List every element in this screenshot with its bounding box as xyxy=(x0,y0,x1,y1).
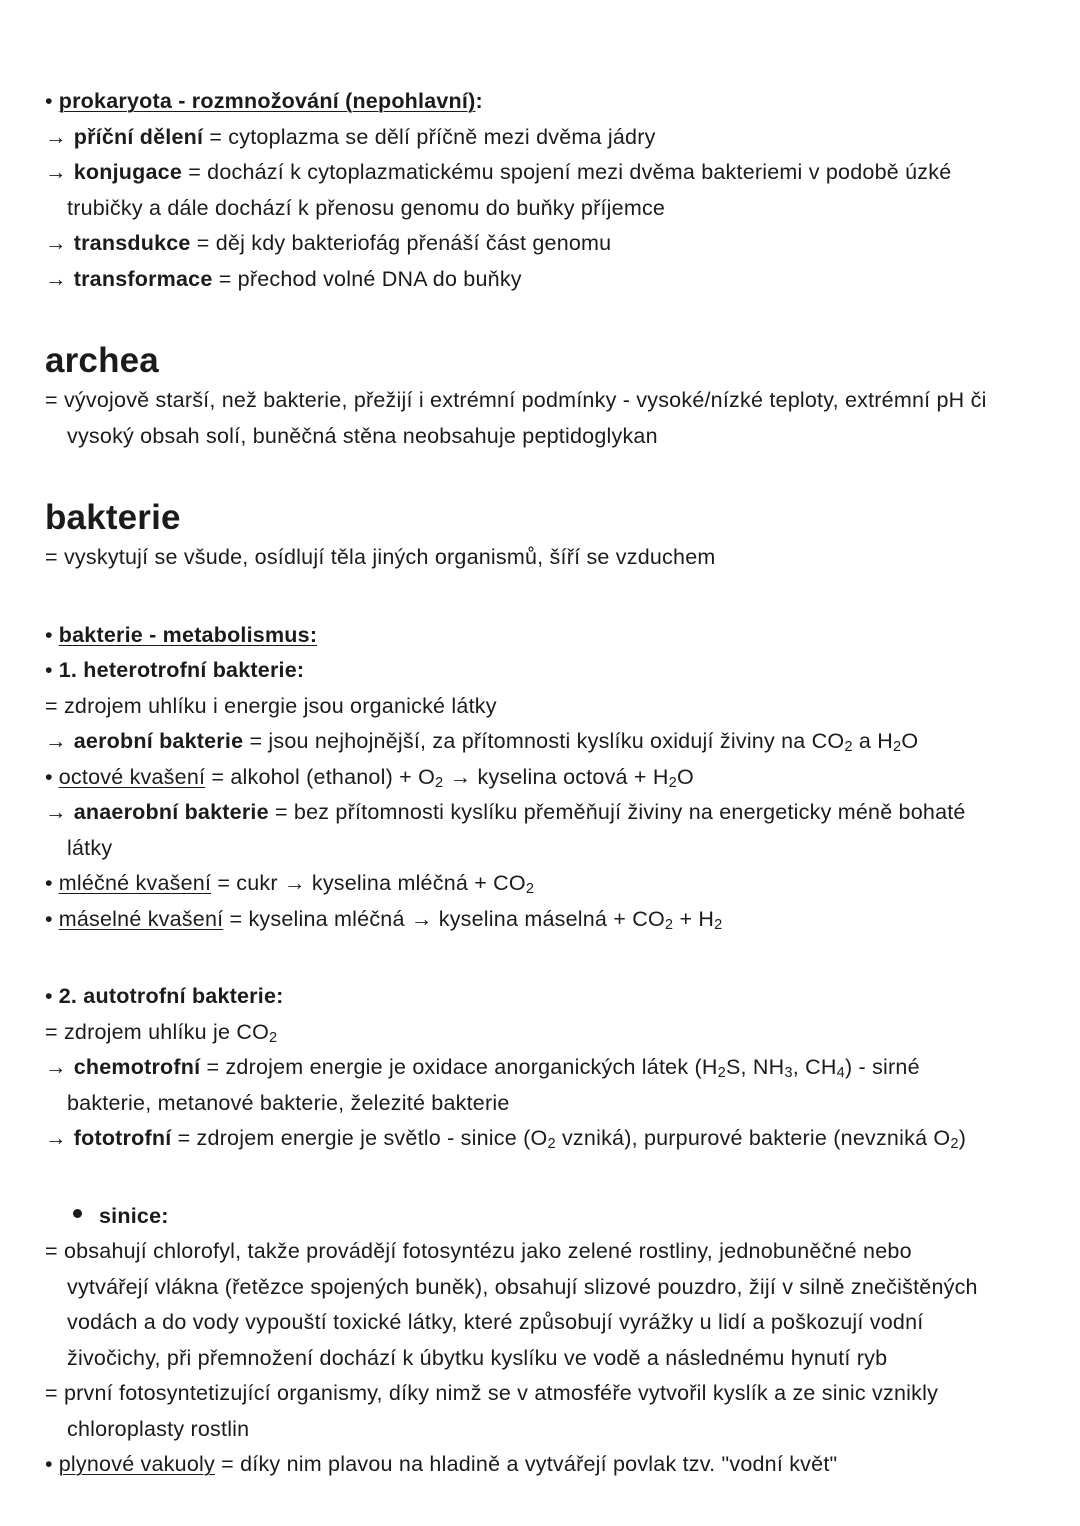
spacer xyxy=(45,297,1040,339)
term-mlecne-kvaseni: mléčné kvašení xyxy=(58,871,212,895)
autotrofni-label: 2. autotrofní bakterie: xyxy=(58,984,284,1008)
section-bakterie xyxy=(45,496,1040,576)
bullet-icon: • xyxy=(45,764,53,789)
term-anaerobni-bakterie: anaerobní bakterie xyxy=(73,800,269,824)
archea-body-line-2: vysoký obsah solí, buněčná stěna neobsahuje peptidoglykan xyxy=(67,423,658,448)
sinice-body-line-3: vodách a do vody vypouští toxické látky, které způsobují vyrážky u lidí a poškozují vodní xyxy=(67,1310,924,1334)
desc-transformace: = přechod volné DNA do buňky xyxy=(212,266,522,291)
subscript-co2: 2 xyxy=(664,916,674,933)
subscript-h2o: 2 xyxy=(668,774,677,791)
term-fototrofni: fototrofní xyxy=(73,1126,172,1150)
term-maselne-kvaseni: máselné kvašení xyxy=(58,906,224,931)
bullet-icon: • xyxy=(45,89,53,113)
list-item-fototrofni xyxy=(45,1121,1040,1157)
section-archea xyxy=(45,339,1040,454)
subscript-h2o: 2 xyxy=(893,739,902,756)
chemotrofni-part-1: = zdrojem energie je oxidace anorganických látek (H xyxy=(200,1055,718,1079)
desc-aerobni-part-2: a H xyxy=(852,729,893,753)
prokaryota-title-text: prokaryota - rozmnožování (nepohlavní) xyxy=(58,89,476,113)
arrow-icon: → xyxy=(45,231,67,255)
spacer xyxy=(45,576,1040,618)
sinice-label-row xyxy=(45,1199,1040,1235)
maselne-part-2: + H xyxy=(673,906,715,931)
arrow-icon: → xyxy=(45,1055,67,1079)
arrow-icon: → xyxy=(45,729,67,753)
metabolismus-title-text: bakterie - metabolismus: xyxy=(58,622,318,647)
section-autotrofni xyxy=(45,979,1040,1157)
term-pricni-deleni: příční dělení xyxy=(73,124,204,149)
prokaryota-title xyxy=(45,84,1040,120)
subscript-co2: 2 xyxy=(269,1029,278,1046)
section-sinice xyxy=(45,1199,1040,1483)
octove-part-2: → kyselina octová + H xyxy=(443,764,669,789)
list-item-plynove-vakuoly xyxy=(45,1447,1040,1483)
spacer xyxy=(45,454,1040,496)
list-item-konjugace xyxy=(45,155,1040,191)
arrow-icon: → xyxy=(45,266,67,291)
term-aerobni-bakterie: aerobní bakterie xyxy=(73,729,244,753)
sinice-body-line-2: vytvářejí vlákna (řetězce spojených buněk), obsahují slizové pouzdro, žijí v silně znečištěných xyxy=(67,1274,978,1299)
heterotrofni-definition: = zdrojem uhlíku i energie jsou organické látky xyxy=(45,693,497,718)
chemotrofni-part-2: S, NH xyxy=(725,1055,785,1079)
heading-bakterie: bakterie xyxy=(45,498,181,537)
desc-aerobni-part-3: O xyxy=(901,729,919,753)
octove-part-3: O xyxy=(676,764,694,789)
autotrofni-definition xyxy=(45,1015,1040,1051)
subscript-o2: 2 xyxy=(435,774,444,791)
arrow-icon: → xyxy=(45,800,67,824)
desc-konjugace: = dochází k cytoplazmatickému spojení mezi dvěma bakteriemi v podobě úzké xyxy=(182,160,952,184)
subscript-co2: 2 xyxy=(525,881,535,898)
subscript-o2: 2 xyxy=(950,1136,959,1153)
section-metabolismus xyxy=(45,618,1040,938)
term-transdukce: transdukce xyxy=(73,231,191,255)
autotrofni-label-row xyxy=(45,979,1040,1015)
desc-anaerobni-continuation: látky xyxy=(67,835,113,860)
desc-aerobni-part-1: = jsou nejhojnější, za přítomnosti kyslíku oxidují živiny na CO xyxy=(243,729,845,753)
bullet-icon: • xyxy=(45,658,53,682)
desc-transdukce: = děj kdy bakteriofág přenáší část genomu xyxy=(190,231,612,255)
spacer xyxy=(45,1157,1040,1199)
heterotrofni-label: 1. heterotrofní bakterie: xyxy=(58,658,305,682)
list-item-chemotrofni xyxy=(45,1050,1040,1086)
subscript-ch4: 4 xyxy=(836,1065,845,1082)
sinice-body-line-4: živočichy, při přemnožení dochází k úbytku kyslíku ve vodě a následnému hynutí ryb xyxy=(67,1345,888,1370)
list-item-mlecne-kvaseni xyxy=(45,866,1040,902)
section-prokaryota xyxy=(45,84,1040,297)
fototrofni-part-2: vzniká), purpurové bakterie (nevzniká O xyxy=(555,1126,951,1150)
bullet-icon: • xyxy=(45,984,53,1008)
octove-part-1: = alkohol (ethanol) + O xyxy=(205,764,436,789)
desc-pricni-deleni: = cytoplazma se dělí příčně mezi dvěma jádry xyxy=(203,124,656,149)
arrow-icon: → xyxy=(45,124,67,149)
bullet-icon: • xyxy=(45,1452,53,1476)
bakterie-body-line-1: = vyskytují se všude, osídlují těla jiných organismů, šíří se vzduchem xyxy=(45,545,716,569)
term-octove-kvaseni: octové kvašení xyxy=(58,764,206,789)
term-transformace: transformace xyxy=(73,266,213,291)
sinice-body2-line-1: = první fotosyntetizující organismy, díky nimž se v atmosféře vytvořil kyslík a ze sinic vznikly xyxy=(45,1381,939,1405)
list-item-pricni-deleni xyxy=(45,120,1040,156)
chemotrofni-continuation: bakterie, metanové bakterie, železité bakterie xyxy=(67,1090,510,1115)
chemotrofni-part-4: ) - sirné xyxy=(844,1055,920,1079)
term-chemotrofni: chemotrofní xyxy=(73,1055,201,1079)
sinice-body2-line-2: chloroplasty rostlin xyxy=(67,1416,250,1441)
mlecne-part-1: = cukr → kyselina mléčná + CO xyxy=(211,871,526,895)
sinice-body-line-1: = obsahují chlorofyl, takže provádějí fotosyntézu jako zelené rostliny, jednobuněčné nebo xyxy=(45,1239,912,1263)
metabolismus-title xyxy=(45,618,1040,654)
subscript-co2: 2 xyxy=(844,739,853,756)
maselne-part-1: = kyselina mléčná → kyselina máselná + CO xyxy=(223,906,665,931)
sinice-label: sinice: xyxy=(99,1203,169,1228)
list-item-anaerobni-bakterie xyxy=(45,795,1040,831)
list-item-transformace xyxy=(45,262,1040,298)
term-plynove-vakuoly: plynové vakuoly xyxy=(58,1452,215,1476)
term-konjugace: konjugace xyxy=(73,160,182,184)
prokaryota-title-colon: : xyxy=(475,89,483,113)
desc-anaerobni: = bez přítomnosti kyslíku přeměňují živiny na energeticky méně bohaté xyxy=(268,800,966,824)
list-item-maselne-kvaseni xyxy=(45,902,1040,938)
fototrofni-part-3: ) xyxy=(958,1126,967,1150)
list-item-aerobni-bakterie xyxy=(45,724,1040,760)
archea-body-line-1: = vývojově starší, než bakterie, přežijí i extrémní podmínky - vysoké/nízké teploty, extrémní pH či xyxy=(45,388,987,412)
subscript-nh3: 3 xyxy=(784,1065,793,1082)
list-item-octove-kvaseni xyxy=(45,760,1040,796)
subscript-h2: 2 xyxy=(714,916,723,933)
desc-konjugace-continuation: trubičky a dále dochází k přenosu genomu do buňky příjemce xyxy=(67,195,666,220)
subscript-h2s: 2 xyxy=(717,1065,726,1082)
autotrofni-definition-text: = zdrojem uhlíku je CO xyxy=(45,1019,270,1044)
subscript-o2: 2 xyxy=(547,1136,556,1153)
arrow-icon: → xyxy=(45,1126,67,1150)
heterotrofni-label-row xyxy=(45,653,1040,689)
desc-plynove-vakuoly: = díky nim plavou na hladině a vytvářejí povlak tzv. "vodní květ" xyxy=(214,1452,838,1476)
spacer xyxy=(45,937,1040,979)
bullet-icon: • xyxy=(45,622,53,647)
bullet-icon: • xyxy=(45,871,53,895)
heading-archea: archea xyxy=(45,341,159,380)
chemotrofni-part-3: , CH xyxy=(792,1055,837,1079)
round-bullet-icon xyxy=(73,1209,82,1218)
arrow-icon: → xyxy=(45,160,67,184)
list-item-transdukce xyxy=(45,226,1040,262)
fototrofni-part-1: = zdrojem energie je světlo - sinice (O xyxy=(171,1126,548,1150)
bullet-icon: • xyxy=(45,906,53,931)
